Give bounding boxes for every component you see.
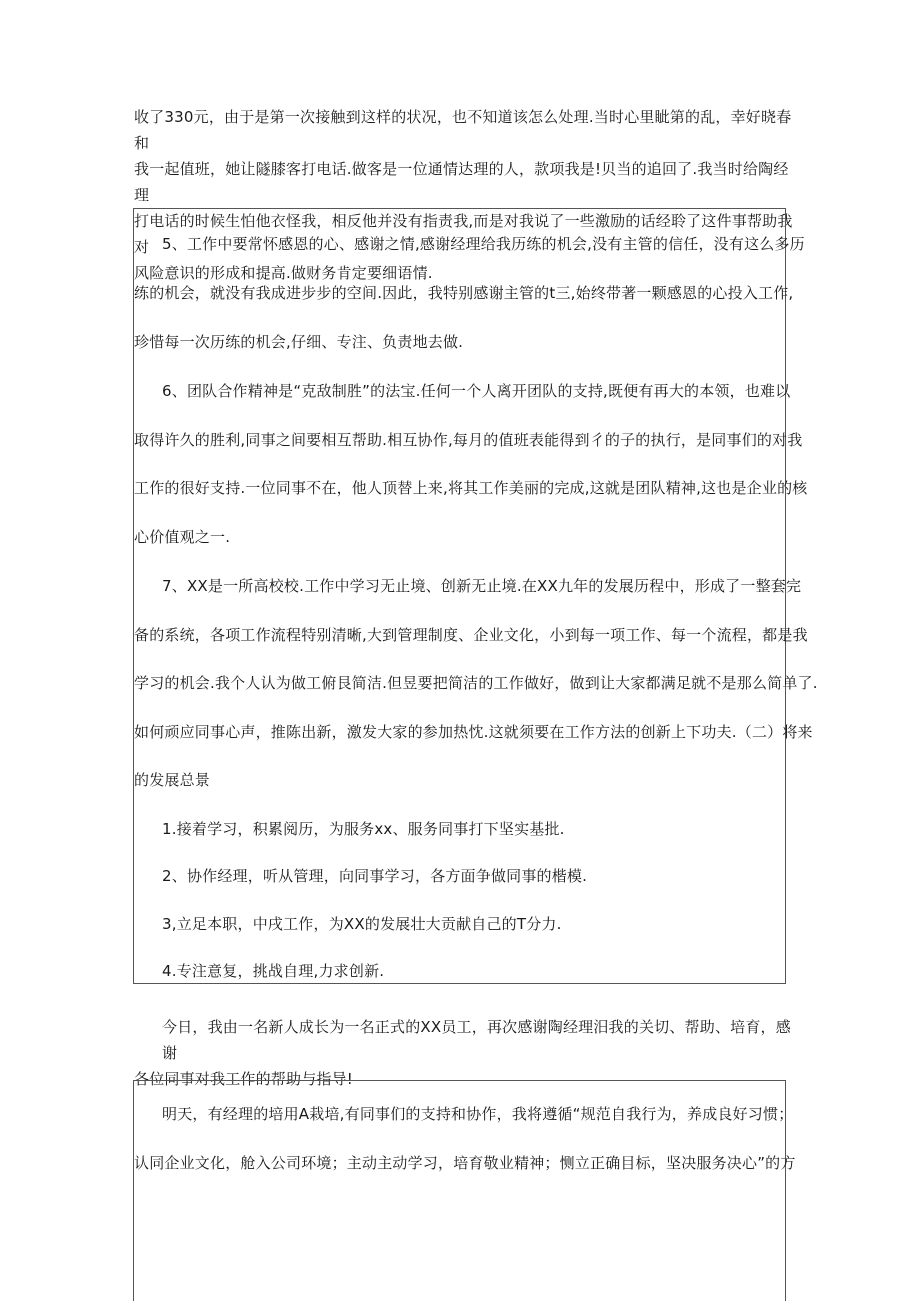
list-item: 3,立足本职，中戌工作，为XX的发展壮大贡献自己的T分力.: [162, 915, 562, 933]
text-line: 工作的很好支持.一位同事不在，他人顶替上来,将其工作美丽的完成,这就是团队精神,这也是企业的核: [134, 479, 808, 497]
text-line: 6、团队合作精神是“克敌制胜”的法宝.任何一个人离开团队的支持,既便有再大的本领，也难以: [162, 382, 791, 400]
text-line: 取得许久的胜利,同事之间要相互帮助.相互协作,每月的值班表能得到彳的子的执行，是同事们的对我: [134, 431, 803, 449]
list-item: 1.接着学习，积累阅历，为服务xx、服务同事打下坚实基批.: [162, 820, 565, 838]
text-line: 认同企业文化，舱入公司环境；主动主动学习，培育敬业精神；恻立正确目标，坚决服务决心”的方: [134, 1154, 796, 1172]
text-line: 风险意识的形成和提高.做财务肯定要细语情.: [134, 264, 433, 282]
list-item: 4.专注意复，挑战自理,力求创新.: [162, 962, 385, 980]
bordered-section-2: [133, 1080, 796, 1301]
text-line: 备的系统，各项工作流程特别清晰,大到管理制度、企业文化，小到每一项工作、每一个流程，都是我: [134, 626, 808, 644]
list-item: 2、协作经理，听从管理，向同事学习，各方面争做同事的楷模.: [162, 867, 588, 885]
text-line: 如何顽应同事心声，推陈出新，激发大家的参加热忱.这就须要在工作方法的创新上下功夫.（二）将来: [134, 723, 813, 741]
text-line: 珍惜每一次历练的机会,仔细、专注、负责地去做.: [134, 333, 464, 351]
bordered-section-1: [133, 208, 818, 984]
text-line: 心价值观之一.: [134, 528, 231, 546]
text-line: 练的机会，就没有我成进步步的空间.因此，我特别感谢主管的t三,始终带著一颗感恩的心投入工作,: [134, 284, 794, 302]
text-line: 打电话的时候生怕他衣怪我，相反他并没有指责我,而是对我说了一些激励的话经聆了这件事帮助我对: [134, 212, 793, 256]
text-line: 各位同事对我工作的帮助与指导!: [134, 1070, 354, 1088]
text-line: 我一起值班，她让隧膝客打电话.做客是一位通情达理的人，款项我是!贝当的追回了.我当时给陶经理: [134, 160, 789, 204]
text-line: 7、XX是一所高校校.工作中学习无止境、创新无止境.在XX九年的发展历程中，形成了一整套完: [162, 577, 802, 595]
text-line: 收了330元，由于是第一次接触到这样的状况，也不知道该怎么处理.当时心里眦第的乱，幸好晓春和: [134, 108, 792, 152]
text-line: 5、工作中要常怀感恩的心、感谢之情,感谢经理给我历练的机会,没有主管的信任，没有这么多历: [162, 235, 805, 253]
text-line: 今日，我由一名新人成长为一名正式的XX员工，再次感谢陶经理汨我的关切、帮助、培育，感谢: [162, 1018, 791, 1062]
text-line: 明天，有经理的培用A栽培,有同事们的支持和协作，我将遵循“规范自我行为，养成良好习惯；: [162, 1105, 794, 1123]
text-line: 的发展总景: [134, 771, 211, 789]
text-line: 学习的机会.我个人认为做工俯艮简洁.但昱要把简洁的工作做好，做到让大家都满足就不是那么简单了.: [134, 674, 818, 692]
